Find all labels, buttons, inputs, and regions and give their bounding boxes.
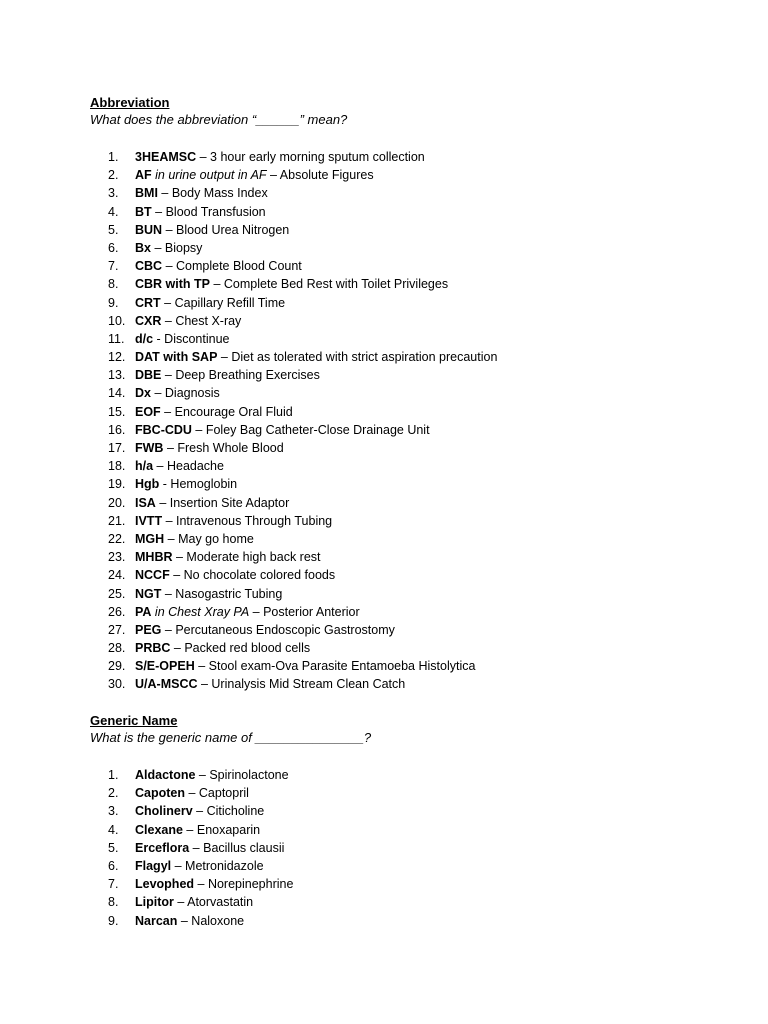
list-item-number: 21. <box>108 513 126 528</box>
list-item-term: PRBC <box>135 641 171 656</box>
list-item-number: 19. <box>108 477 126 492</box>
list-item-separator: – <box>173 895 188 910</box>
list-item <box>90 603 730 621</box>
list-item-number: 6. <box>108 240 119 255</box>
list-item-definition: Captopril <box>198 786 249 801</box>
list-item-separator: – <box>185 786 199 801</box>
list-item <box>90 802 730 820</box>
list-item-definition: 3 hour early morning sputum collection <box>210 150 425 164</box>
list-item-definition: Chest X-ray <box>175 313 242 328</box>
list-item-number: 27. <box>108 622 126 637</box>
list-item-separator: – <box>161 586 176 601</box>
list-item <box>90 384 730 402</box>
list-item-number: 9. <box>108 295 119 310</box>
list-item-separator: – <box>162 513 176 528</box>
list-item-number: 18. <box>108 459 126 474</box>
list-item-separator: – <box>196 150 211 164</box>
list-item-separator: – <box>161 368 176 383</box>
list-item-separator: – <box>182 822 197 837</box>
list-item-term: MHBR <box>135 550 173 565</box>
list-item-term: Bx <box>135 240 151 255</box>
list-item-separator: - <box>159 477 171 492</box>
list-item-term: NCCF <box>135 568 170 583</box>
list-item-definition: Citicholine <box>206 804 265 819</box>
list-item-term: Narcan <box>135 913 178 928</box>
list-item-term: 3HEAMSC <box>135 150 197 164</box>
list-item-term: U/A-MSCC <box>135 677 198 692</box>
list-item <box>90 912 730 930</box>
list-item-definition: Biopsy <box>164 240 203 255</box>
list-item <box>90 657 730 675</box>
list-item-separator: – <box>160 404 175 419</box>
list-item-term: DAT with SAP <box>135 350 218 365</box>
list-item-separator: – <box>172 550 187 565</box>
list-item-definition: Naloxone <box>191 913 245 928</box>
list-item-definition: Complete Blood Count <box>176 259 302 274</box>
list-item-definition: Complete Bed Rest with Toilet Privileges <box>223 277 449 292</box>
list-item-number: 11. <box>108 331 125 346</box>
list-item-definition: Norepinephrine <box>207 877 294 892</box>
list-item-term: DBE <box>135 368 162 383</box>
list-item-definition: Diagnosis <box>164 386 220 401</box>
list-item-number: 5. <box>108 222 119 237</box>
list-item-definition: Blood Transfusion <box>165 204 266 219</box>
list-item-number: 7. <box>108 877 119 892</box>
list-item-term: Clexane <box>135 822 183 837</box>
list-item-term: FWB <box>135 441 164 455</box>
abbreviation-heading: Abbreviation <box>90 95 170 110</box>
list-item-number: 24. <box>108 568 126 583</box>
list-item-number: 1. <box>108 768 119 782</box>
abbreviation-section <box>90 94 730 694</box>
list-item <box>90 312 730 330</box>
list-item-number: 29. <box>108 659 126 674</box>
list-item-term: Lipitor <box>135 895 174 910</box>
list-item-number: 20. <box>108 495 126 510</box>
list-item-definition: Enoxaparin <box>196 822 261 837</box>
list-item <box>90 348 730 366</box>
list-item-separator: – <box>217 350 232 365</box>
list-item-separator: – <box>210 277 224 292</box>
list-item-term: S/E-OPEH <box>135 659 195 674</box>
list-item-separator: – <box>155 495 170 510</box>
list-item <box>90 439 730 457</box>
list-item <box>90 166 730 184</box>
list-item-separator: – <box>192 804 207 819</box>
list-item <box>90 548 730 566</box>
list-item-term: Hgb <box>135 477 160 492</box>
list-item-definition: Urinalysis Mid Stream Clean Catch <box>211 677 406 692</box>
list-item-definition: Fresh Whole Blood <box>177 441 284 455</box>
list-item-separator: – <box>161 313 176 328</box>
list-item-definition: Absolute Figures <box>279 168 374 183</box>
list-item-context: in urine output in AF <box>151 168 267 183</box>
list-item-separator: – <box>150 386 165 401</box>
list-item-term: Flagyl <box>135 858 172 873</box>
list-item-separator: – <box>151 204 166 219</box>
list-item-number: 13. <box>108 368 126 383</box>
list-item-number: 10. <box>108 313 126 328</box>
generic-name-heading: Generic Name <box>90 713 178 728</box>
list-item <box>90 821 730 839</box>
list-item-definition: Spirinolactone <box>209 768 289 782</box>
list-item-separator: – <box>162 222 176 237</box>
list-item-definition: No chocolate colored foods <box>183 568 336 583</box>
list-item-definition: Body Mass Index <box>171 186 268 201</box>
list-item-term: Dx <box>135 386 151 401</box>
list-item-separator: – <box>157 186 172 201</box>
list-item-definition: Nasogastric Tubing <box>175 586 283 601</box>
list-item-number: 2. <box>108 168 119 183</box>
list-item-term: CXR <box>135 313 162 328</box>
list-item-separator: – <box>171 858 186 873</box>
list-item-definition: Bacillus clausii <box>203 840 285 855</box>
list-item <box>90 257 730 275</box>
list-item-number: 14. <box>108 386 126 401</box>
list-item-term: Erceflora <box>135 840 190 855</box>
list-item-term: BUN <box>135 222 163 237</box>
list-item-number: 4. <box>108 204 119 219</box>
list-item-definition: Percutaneous Endoscopic Gastrostomy <box>175 622 395 637</box>
list-item <box>90 839 730 857</box>
list-item-definition: Moderate high back rest <box>186 550 321 565</box>
list-item-separator: – <box>191 422 206 437</box>
list-item-term: CBC <box>135 259 163 274</box>
list-item <box>90 494 730 512</box>
list-item-term: h/a <box>135 459 154 474</box>
list-item-number: 6. <box>108 858 119 873</box>
list-item <box>90 566 730 584</box>
list-item-context: in Chest Xray PA <box>151 604 250 619</box>
list-item-separator: – <box>163 441 178 455</box>
list-item <box>90 421 730 439</box>
list-item-separator: - <box>153 331 165 346</box>
list-item-term: CBR with TP <box>135 277 210 292</box>
list-item-term: PEG <box>135 622 162 637</box>
generic-name-prompt: What is the generic name of _______________? <box>90 730 372 745</box>
list-item-definition: Diet as tolerated with strict aspiration precaution <box>231 350 498 365</box>
list-item <box>90 530 730 548</box>
list-item <box>90 621 730 639</box>
list-item-separator: – <box>194 877 208 892</box>
list-item <box>90 457 730 475</box>
list-item-term: BMI <box>135 186 158 201</box>
list-item-separator: – <box>169 568 184 583</box>
list-item-number: 22. <box>108 531 126 546</box>
list-item-definition: Foley Bag Catheter-Close Drainage Unit <box>205 422 430 437</box>
list-item <box>90 184 730 202</box>
list-item-separator: – <box>195 768 210 782</box>
list-item-term: AF <box>135 168 152 183</box>
list-item-term: IVTT <box>135 513 163 528</box>
list-item-separator: – <box>153 459 167 474</box>
list-item-definition: Packed red blood cells <box>184 641 311 656</box>
list-item-separator: – <box>249 604 264 619</box>
list-item-separator: – <box>194 659 209 674</box>
list-item-term: Capoten <box>135 786 185 801</box>
list-item-number: 4. <box>108 822 119 837</box>
list-item-number: 25. <box>108 586 126 601</box>
list-item-definition: Capillary Refill Time <box>174 295 286 310</box>
list-item-definition: Posterior Anterior <box>263 604 360 619</box>
list-item-separator: – <box>177 913 192 928</box>
list-item-separator: – <box>162 259 176 274</box>
list-item <box>90 512 730 530</box>
list-item-definition: Deep Breathing Exercises <box>175 368 320 383</box>
list-item-number: 7. <box>108 259 119 274</box>
list-item-definition: Intravenous Through Tubing <box>176 513 333 528</box>
list-item <box>90 330 730 348</box>
abbreviation-list <box>90 148 730 694</box>
list-item-definition: Atorvastatin <box>187 895 254 910</box>
list-item-number: 16. <box>108 422 126 437</box>
list-item <box>90 875 730 893</box>
list-item <box>90 239 730 257</box>
list-item-term: NGT <box>135 586 162 601</box>
list-item-number: 30. <box>108 677 126 692</box>
list-item <box>90 675 730 693</box>
list-item-separator: – <box>197 677 212 692</box>
generic-name-section <box>90 712 730 930</box>
list-item-term: Aldactone <box>135 768 196 782</box>
list-item-definition: Insertion Site Adaptor <box>169 495 290 510</box>
list-item-number: 26. <box>108 604 126 619</box>
list-item-number: 28. <box>108 641 126 656</box>
list-item-separator: – <box>170 641 185 656</box>
list-item-number: 3. <box>108 804 119 819</box>
list-item <box>90 294 730 312</box>
list-item-definition: Hemoglobin <box>170 477 238 492</box>
list-item <box>90 203 730 221</box>
list-item-number: 15. <box>108 404 126 419</box>
list-item <box>90 148 730 166</box>
list-item-definition: Metronidazole <box>185 858 264 873</box>
list-item <box>90 893 730 911</box>
list-item-number: 1. <box>108 150 119 164</box>
list-item <box>90 275 730 293</box>
list-item <box>90 639 730 657</box>
list-item-definition: Stool exam-Ova Parasite Entamoeba Histolytica <box>208 659 476 674</box>
list-item-term: PA <box>135 604 152 619</box>
list-item-separator: – <box>160 295 175 310</box>
list-item-term: Cholinerv <box>135 804 193 819</box>
list-item-definition: Discontinue <box>164 331 230 346</box>
list-item-term: Levophed <box>135 877 195 892</box>
list-item-term: FBC-CDU <box>135 422 192 437</box>
list-item-number: 8. <box>108 277 119 292</box>
list-item-number: 9. <box>108 913 119 928</box>
list-item-number: 17. <box>108 441 126 455</box>
list-item-term: EOF <box>135 404 161 419</box>
list-item-term: CRT <box>135 295 161 310</box>
list-item-separator: – <box>150 240 165 255</box>
list-item-number: 5. <box>108 840 119 855</box>
list-item-number: 12. <box>108 350 126 365</box>
list-item <box>90 366 730 384</box>
list-item-number: 3. <box>108 186 119 201</box>
generic-name-list <box>90 766 730 930</box>
list-item <box>90 403 730 421</box>
list-item-definition: Blood Urea Nitrogen <box>176 222 290 237</box>
list-item-definition: Headache <box>166 459 224 474</box>
list-item-number: 8. <box>108 895 119 910</box>
list-item-term: ISA <box>135 495 156 510</box>
list-item-separator: – <box>266 168 280 183</box>
list-item-term: MGH <box>135 531 165 546</box>
list-item-definition: Encourage Oral Fluid <box>174 404 293 419</box>
list-item-term: BT <box>135 204 152 219</box>
list-item-term: d/c <box>135 331 154 346</box>
list-item-separator: – <box>189 840 204 855</box>
list-item <box>90 784 730 802</box>
list-item-definition: May go home <box>178 531 254 546</box>
abbreviation-prompt: What does the abbreviation “______” mean? <box>90 112 348 127</box>
list-item <box>90 475 730 493</box>
list-item <box>90 766 730 784</box>
list-item-separator: – <box>161 622 176 637</box>
list-item-number: 2. <box>108 786 119 801</box>
list-item <box>90 585 730 603</box>
list-item <box>90 857 730 875</box>
list-item <box>90 221 730 239</box>
list-item-number: 23. <box>108 550 126 565</box>
list-item-separator: – <box>164 531 179 546</box>
